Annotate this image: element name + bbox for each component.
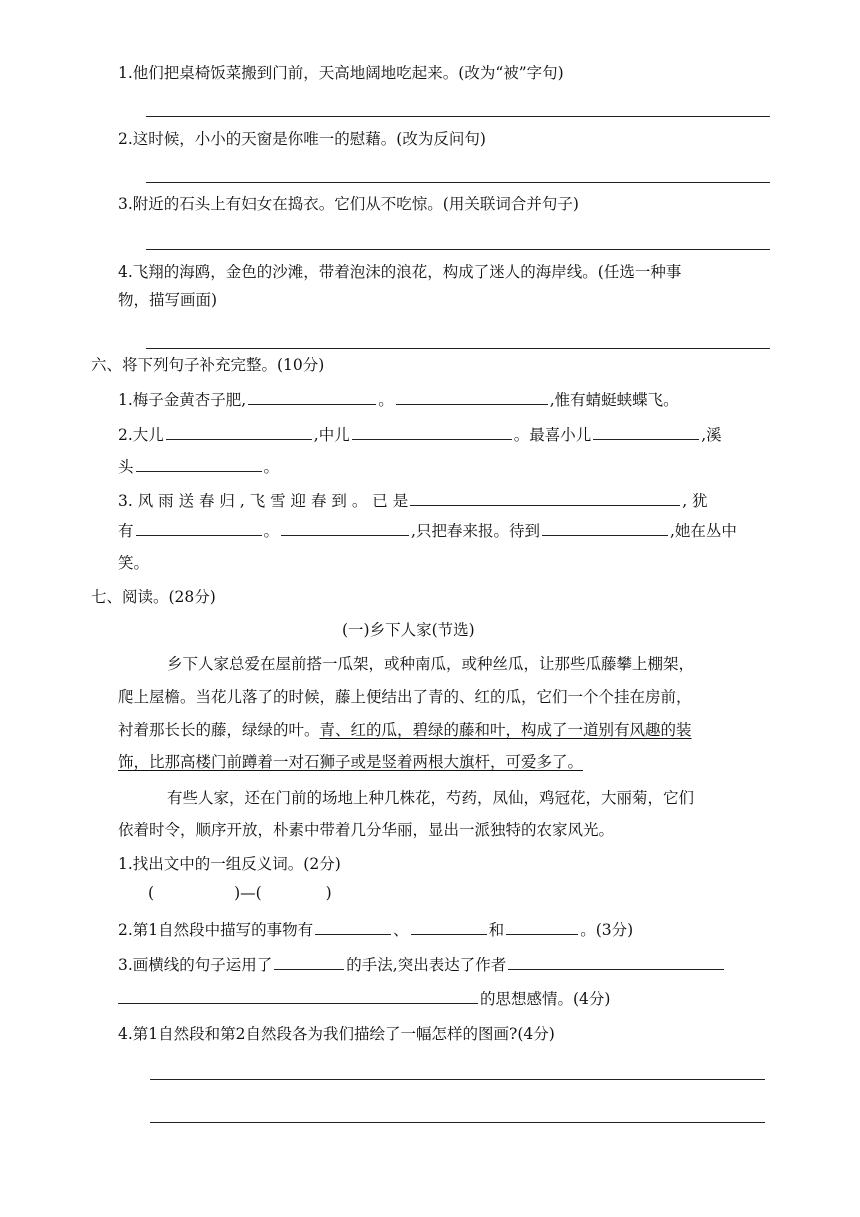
passage-p1-line: 爬上屋檐。当花儿落了的时候，藤上便结出了青的、红的瓜，它们一个个挂在房前， [118, 688, 692, 706]
passage-title: (一)乡下人家(节选) [342, 621, 475, 639]
fill-blank[interactable] [352, 425, 512, 440]
q5-item-2: 2.这时候，小小的天窗是你唯一的慰藉。(改为反问句) [118, 130, 486, 148]
section-7-title: 七、阅读。(28分) [91, 588, 216, 606]
q7-sub-3: 3.画横线的句子运用了 的手法,突出表达了作者 [118, 953, 726, 975]
q7-sub-1-answer: ( )—( ) [148, 884, 332, 902]
underlined-sentence: 青、红的瓜，碧绿的藤和叶，构成了一道别有风趣的装 [319, 721, 692, 739]
q6-line-3: 3. 风 雨 送 春 归 , 飞 雪 迎 春 到 。 已 是 , 犹 [118, 492, 708, 510]
q5-item-1: 1.他们把桌椅饭菜搬到门前，天高地阔地吃起来。(改为“被”字句) [118, 64, 564, 82]
q7-sub-1: 1.找出文中的一组反义词。(2分) [118, 855, 341, 873]
fill-blank[interactable] [281, 521, 409, 536]
fill-blank[interactable] [118, 989, 478, 1004]
fill-blank[interactable] [396, 390, 548, 405]
q7-sub-4: 4.第1自然段和第2自然段各为我们描绘了一幅怎样的图画?(4分) [118, 1025, 555, 1043]
section-6-title: 六、将下列句子补充完整。(10分) [91, 356, 325, 374]
answer-line [146, 116, 770, 117]
q6-line-2-cont: 头 。 [118, 458, 280, 476]
q7-sub-2: 2.第1自然段中描写的事物有 、 和 。(3分) [118, 921, 634, 939]
q6-line-3-end: 笑。 [118, 554, 150, 572]
passage-p2-line: 依着时令，顺序开放，朴素中带着几分华丽，显出一派独特的农家风光。 [118, 821, 615, 839]
passage-p1-line: 乡下人家总爱在屋前搭一瓜架，或种南瓜，或种丝瓜，让那些瓜藤攀上棚架， [167, 655, 695, 673]
fill-blank[interactable] [136, 521, 262, 536]
answer-line[interactable] [150, 1079, 765, 1080]
fill-blank[interactable] [248, 390, 376, 405]
fill-blank[interactable] [274, 955, 344, 970]
fill-blank[interactable] [542, 521, 668, 536]
q5-item-4-cont: 物，描写画面) [118, 291, 218, 309]
fill-blank[interactable] [136, 457, 262, 472]
q7-sub-3-cont: 的思想感情。(4分) [118, 987, 610, 1009]
q5-item-3: 3.附近的石头上有妇女在捣衣。它们从不吃惊。(用关联词合并句子) [118, 195, 579, 213]
underlined-sentence: 饰，比那高楼门前蹲着一对石狮子或是竖着两根大旗杆，可爱多了。 [118, 753, 584, 771]
fill-blank[interactable] [593, 425, 699, 440]
q6-line-1: 1.梅子金黄杏子肥, 。 ,惟有蜻蜓蛱蝶飞。 [118, 391, 679, 409]
answer-line[interactable] [150, 1122, 765, 1123]
fill-blank[interactable] [506, 920, 578, 935]
q6-line-2: 2.大儿 ,中儿 。最喜小儿 ,溪 [118, 426, 722, 444]
fill-blank[interactable] [166, 425, 312, 440]
answer-line [146, 348, 770, 349]
fill-blank[interactable] [508, 955, 724, 970]
passage-p2-line: 有些人家，还在门前的场地上种几株花，芍药，凤仙，鸡冠花，大丽菊，它们 [167, 789, 695, 807]
q6-line-3-cont: 有 。 ,只把春来报。待到 ,她在丛中 [118, 522, 737, 540]
fill-blank[interactable] [411, 920, 487, 935]
answer-line [146, 249, 770, 250]
passage-p1-line: 衬着那长长的藤，绿绿的叶。青、红的瓜，碧绿的藤和叶，构成了一道别有风趣的装 [118, 721, 692, 739]
q5-item-4: 4.飞翔的海鸥，金色的沙滩，带着泡沫的浪花，构成了迷人的海岸线。(任选一种事 [118, 263, 682, 281]
fill-blank[interactable] [315, 920, 391, 935]
fill-blank[interactable] [410, 491, 680, 506]
answer-line [146, 182, 770, 183]
